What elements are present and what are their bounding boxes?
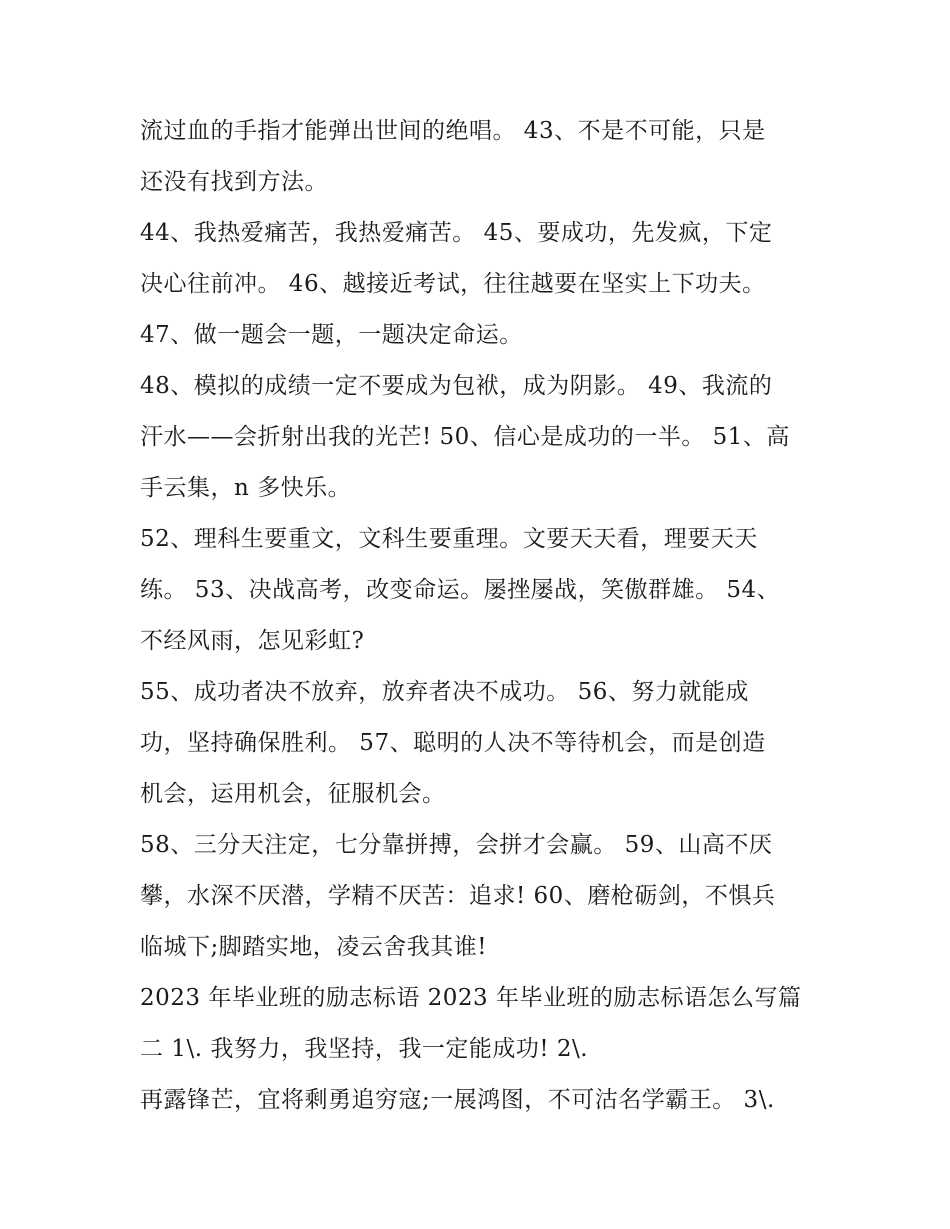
text-line: 还没有找到方法。 (140, 169, 328, 195)
text-line: 汗水——会折射出我的光芒! 50、信心是成功的一半。 51、高 (140, 424, 790, 450)
text-line: 不经风雨，怎见彩虹? (140, 628, 365, 654)
text-line: 二 1\. 我努力，我坚持，我一定能成功! 2\. (140, 1036, 589, 1062)
text-line: 48、模拟的成绩一定不要成为包袱，成为阴影。 49、我流的 (140, 373, 773, 399)
text-line: 44、我热爱痛苦，我热爱痛苦。 45、要成功，先发疯，下定 (140, 220, 773, 246)
text-line: 练。 53、决战高考，改变命运。屡挫屡战，笑傲群雄。 54、 (140, 577, 781, 603)
text-line: 决心往前冲。 46、越接近考试，往往越要在坚实上下功夫。 (140, 271, 766, 297)
text-line: 58、三分天注定，七分靠拼搏，会拼才会赢。 59、山高不厌 (140, 832, 773, 858)
text-line: 流过血的手指才能弹出世间的绝唱。 43、不是不可能，只是 (140, 118, 766, 144)
text-line: 手云集，n 多快乐。 (140, 475, 352, 501)
text-line: 攀，水深不厌潜，学精不厌苦：追求! 60、磨枪砺剑，不惧兵 (140, 883, 776, 909)
text-line: 功，坚持确保胜利。 57、聪明的人决不等待机会，而是创造 (140, 730, 766, 756)
text-line: 临城下;脚踏实地，凌云舍我其谁! (140, 934, 487, 960)
text-line: 2023 年毕业班的励志标语 2023 年毕业班的励志标语怎么写篇 (140, 985, 802, 1011)
text-line: 机会，运用机会，征服机会。 (140, 781, 446, 807)
text-line: 47、做一题会一题，一题决定命运。 (140, 322, 523, 348)
document-body (140, 106, 820, 1126)
text-line: 55、成功者决不放弃，放弃者决不成功。 56、努力就能成 (140, 679, 749, 705)
text-line: 再露锋芒，宜将剩勇追穷寇;一展鸿图，不可沽名学霸王。 3\. (140, 1087, 775, 1113)
text-line: 52、理科生要重文，文科生要重理。文要天天看，理要天天 (140, 526, 758, 552)
